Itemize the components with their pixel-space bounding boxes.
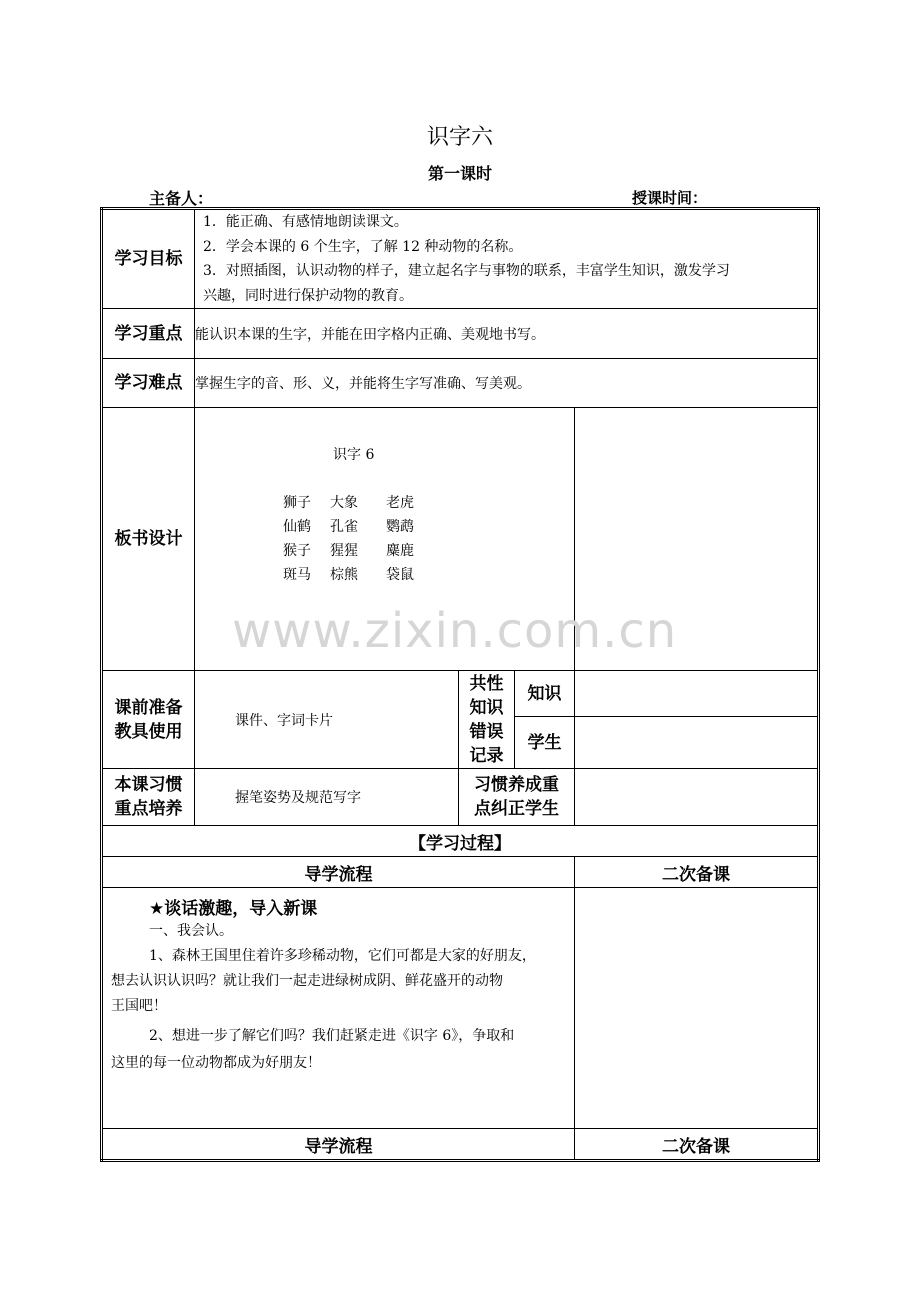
document-title: 识字六 <box>426 125 493 150</box>
goal-item: 2．学会本课的 6 个生字，了解 12 种动物的名称。 <box>203 238 523 255</box>
process-heading: ★谈话激趣，导入新课 <box>149 899 318 919</box>
process-header: 【学习过程】 <box>102 826 819 857</box>
prep-label-line: 课前准备 <box>114 697 183 718</box>
second-prep-label-footer: 二次备课 <box>575 1129 819 1161</box>
goals-label: 学习目标 <box>102 209 195 309</box>
knowledge-label: 知识 <box>515 671 575 717</box>
habit-label-line: 重点培养 <box>114 799 183 819</box>
animal-name: 老虎 <box>386 495 414 511</box>
prep-row-top <box>102 671 819 717</box>
habit-correct-cell <box>575 769 819 826</box>
board-line <box>283 540 414 560</box>
difficulties-label: 学习难点 <box>102 359 195 408</box>
watermark: www.zixin.com.cn <box>232 603 678 659</box>
habit-label <box>102 769 195 826</box>
board-label: 板书设计 <box>102 408 195 671</box>
document-subtitle: 第一课时 <box>427 164 492 183</box>
key-points-row <box>102 309 819 359</box>
board-line <box>283 564 414 584</box>
board-line <box>283 516 414 536</box>
habit-label-line: 本课习惯 <box>114 775 183 795</box>
second-prep-label: 二次备课 <box>575 857 819 888</box>
prep-label <box>102 671 195 769</box>
prep-content: 课件、字词卡片 <box>195 671 459 769</box>
second-prep-cell <box>575 888 819 1129</box>
habit-content: 握笔姿势及规范写字 <box>195 769 459 826</box>
key-points-label: 学习重点 <box>102 309 195 359</box>
preparer-label: 主备人： <box>149 189 214 208</box>
error-record-line: 记录 <box>469 745 504 766</box>
process-sub: 一、我会认。 <box>149 923 233 939</box>
goals-row <box>102 209 819 309</box>
error-record-line: 错误 <box>469 721 504 742</box>
goal-item: 1．能正确、有感情地朗读课文。 <box>203 214 408 230</box>
animal-name: 猴子 <box>283 543 311 559</box>
animal-name: 孔雀 <box>330 519 358 535</box>
flow-label: 导学流程 <box>102 857 575 888</box>
goals-content <box>195 209 819 309</box>
animal-name: 麋鹿 <box>386 543 414 559</box>
board-title: 识字 6 <box>333 447 375 463</box>
process-paragraph: 这里的每一位动物都成为好朋友！ <box>111 1055 321 1071</box>
habit-row <box>102 769 819 826</box>
animal-name: 狮子 <box>283 495 311 511</box>
animal-name: 大象 <box>330 495 358 511</box>
habit-correct-label <box>459 769 575 826</box>
difficulties-row <box>102 359 819 408</box>
difficulties-content: 掌握生字的音、形、义，并能将生字写准确、写美观。 <box>195 359 819 408</box>
key-points-content: 能认识本课的生字，并能在田字格内正确、美观地书写。 <box>195 309 819 359</box>
lesson-plan-table <box>100 207 820 1162</box>
animal-name: 仙鹤 <box>283 519 311 535</box>
board-line <box>283 492 414 512</box>
animal-name: 棕熊 <box>330 567 358 583</box>
process-paragraph: 1、森林王国里住着许多珍稀动物，它们可都是大家的好朋友， <box>149 948 536 964</box>
error-record-line: 共性 <box>469 673 504 694</box>
process-content-row <box>102 888 819 1129</box>
flow-footer-row <box>102 1129 819 1161</box>
process-header-row <box>102 826 819 857</box>
habit-correct-line: 习惯养成重 <box>474 775 559 795</box>
process-content <box>102 888 575 1129</box>
habit-correct-line: 点纠正学生 <box>474 799 559 819</box>
error-record-line: 知识 <box>469 697 504 718</box>
animal-name: 斑马 <box>283 567 311 583</box>
error-record-label <box>459 671 515 769</box>
animal-name: 袋鼠 <box>386 567 414 583</box>
flow-label-footer: 导学流程 <box>102 1129 575 1161</box>
student-cell <box>575 717 819 769</box>
knowledge-cell <box>575 671 819 717</box>
animal-name: 鹦鹉 <box>386 519 414 535</box>
process-paragraph: 2、想进一步了解它们吗？我们赶紧走进《识字 6》，争取和 <box>149 1028 515 1044</box>
lesson-time-label: 授课时间： <box>632 189 708 207</box>
animal-name: 猩猩 <box>330 543 358 559</box>
goal-item: 3．对照插图，认识动物的样子，建立起名字与事物的联系，丰富学生知识，激发学习 <box>203 263 730 279</box>
student-label: 学生 <box>515 717 575 769</box>
goal-item: 兴趣，同时进行保护动物的教育。 <box>203 287 413 304</box>
prep-label-line: 教具使用 <box>114 721 183 742</box>
process-paragraph: 王国吧！ <box>111 998 167 1014</box>
process-paragraph: 想去认识认识吗？就让我们一起走进绿树成阴、鲜花盛开的动物 <box>111 973 503 989</box>
flow-header-row <box>102 857 819 888</box>
